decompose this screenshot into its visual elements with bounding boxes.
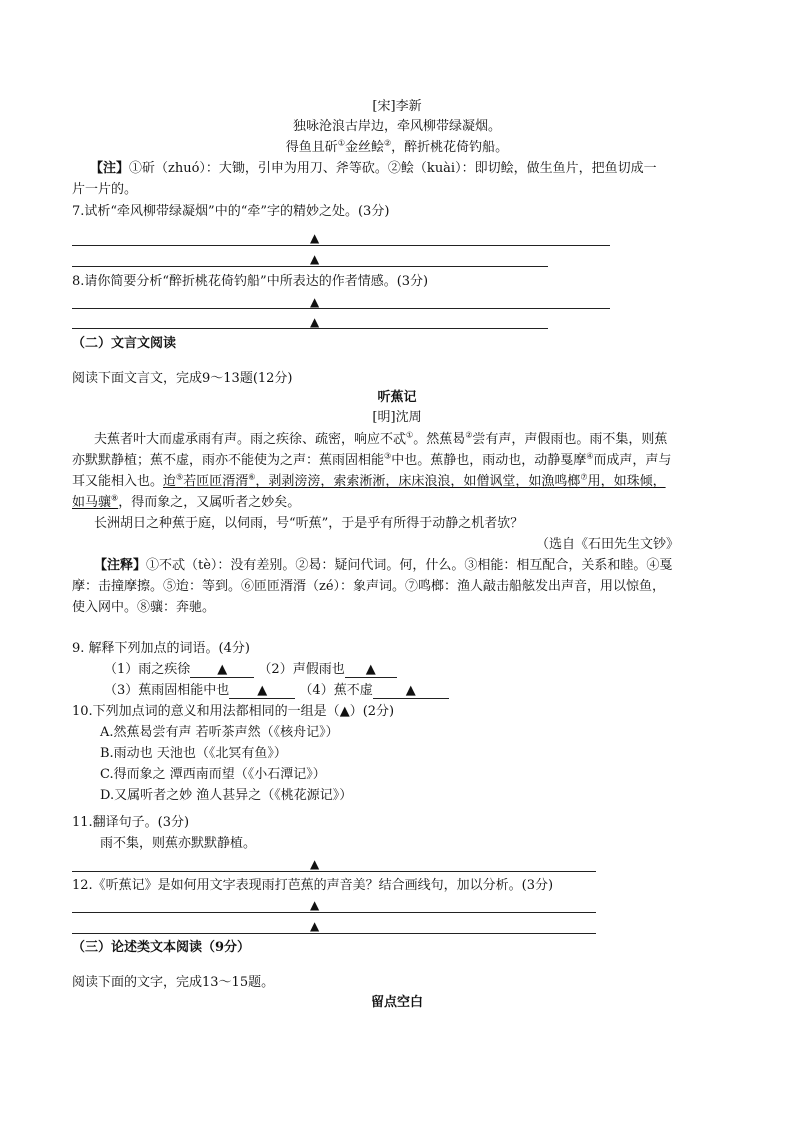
answer-line[interactable] [72,308,610,309]
answer-line[interactable] [72,912,596,913]
q10-option-c[interactable]: C.得而象之 潭西南而望（《小石潭记》） [100,767,326,782]
section-3-intro: 阅读下面的文字，完成13～15题。 [72,975,275,990]
answer-mark: ▲ [310,919,320,933]
q9-row-2: （3）蕉雨固相能中也 ▲ （4）蕉不虚 ▲ [104,682,449,700]
answer-mark: ▲ [310,295,320,309]
underlined-sentence: 迨⑤若匝匝湑湑⑥，剥剥滂滂，索索淅淅，床床浪浪，如僧讽堂，如漁鸣榔⑦用，如珠倾， [163,472,666,489]
q10-option-b[interactable]: B.雨动也 天池也（《北冥有鱼》） [100,746,287,761]
answer-line[interactable] [72,933,596,934]
answer-line[interactable] [72,871,596,872]
essay-p2: 长洲胡日之种蕉于庭，以伺雨，号“听蕉”，于是乎有所得于动静之机者欤？ [94,516,524,531]
blank-1[interactable]: ▲ [190,663,254,678]
essay-p1-line-2: 亦默默静植；蕉不虚，雨亦不能使为之声：蕉雨固相能③中也。蕉静也，雨动也，动静戛摩④而成声，声与 [72,451,672,468]
poem-author: [宋]李新 [372,99,422,114]
essay-notes-1: 【注释】①不忒（tè）：没有差别。②曷：疑问代词。何，什么。③相能：相互配合，关系和睦。④戛 [94,558,673,573]
essay-p1-line-3: 耳又能相入也。迨⑤若匝匝湑湑⑥，剥剥滂滂，索索淅淅，床床浪浪，如僧讽堂，如漁鸣榔⑦用，如珠倾， [72,472,666,489]
question-12: 12.《听蕉记》是如何用文字表现雨打芭蕉的声音美？结合画线句，加以分析。(3分) [72,878,554,893]
essay-source: （选自《石田先生文钞》 [536,537,680,552]
answer-mark: ▲ [310,315,320,329]
essay-notes-3: 使入网中。⑧骧：奔驰。 [72,600,216,615]
q9-row-1: （1）雨之疾徐 ▲ （2）声假雨也 ▲ [104,661,397,679]
question-10: 10.下列加点词的意义和用法都相同的一组是（▲）(2分) [72,704,395,719]
answer-mark: ▲ [310,231,320,245]
essay-p1-line-4: 如马骧⑧，得而象之，又属听者之妙矣。 [72,493,301,510]
q10-option-a[interactable]: A.然蕉曷尝有声 若听茶声然（《核舟记》） [100,725,339,740]
article-title: 留点空白 [370,995,423,1010]
answer-mark: ▲ [339,704,350,719]
section-3-heading: （三）论述类文本阅读（9分） [72,940,251,955]
answer-mark: ▲ [310,857,320,871]
section-2-intro: 阅读下面文言文，完成9～13题(12分) [72,371,293,386]
blank-3[interactable]: ▲ [229,684,295,699]
underlined-sentence-end: 如马骧⑧ [72,493,119,510]
answer-line[interactable] [72,266,548,267]
question-8: 8.请你简要分析“醉折桃花倚钓船”中所表达的作者情感。(3分) [72,274,429,289]
essay-notes-2: 摩：击撞摩擦。⑤迨：等到。⑥匝匝湑湑（zé）：象声词。⑦鸣榔：渔人敲击船舷发出声音，用以惊鱼， [72,579,666,594]
answer-mark: ▲ [310,252,320,266]
answer-line[interactable] [72,328,548,329]
answer-line[interactable] [72,245,610,246]
essay-title: 听蕉记 [377,390,417,405]
q10-option-d[interactable]: D.又属听者之妙 渔人甚异之（《桃花源记》） [100,788,353,803]
blank-2[interactable]: ▲ [345,663,397,678]
poem-note-cont: 片一片的。 [72,182,138,197]
blank-4[interactable]: ▲ [373,684,449,699]
poem-line-1: 独咏沧浪古岸边，牵风柳带绿凝烟。 [292,119,501,134]
essay-author: [明]沈周 [372,410,422,425]
poem-line-2: 得鱼且斫①金丝鲙②，醉折桃花倚钓船。 [285,138,509,155]
essay-p1-line-1: 夫蕉者叶大而虚承雨有声。雨之疾徐、疏密，响应不忒①。然蕉曷②尝有声，声假雨也。雨不集，则蕉 [94,430,668,447]
q11-sentence: 雨不集，则蕉亦默默静植。 [100,836,257,851]
section-2-heading: （二）文言文阅读 [72,336,177,351]
poem-note: 【注】①斫（zhuó）：大锄，引申为用刀、斧等砍。②鲙（kuài）：即切鲙，做生鱼片，把鱼切成一 [90,161,657,176]
question-9: 9. 解释下列加点的词语。(4分) [72,641,250,656]
answer-mark: ▲ [310,898,320,912]
question-7: 7.试析“牵风柳带绿凝烟”中的“牵”字的精妙之处。(3分) [72,204,390,219]
question-11: 11.翻译句子。(3分) [72,815,190,830]
